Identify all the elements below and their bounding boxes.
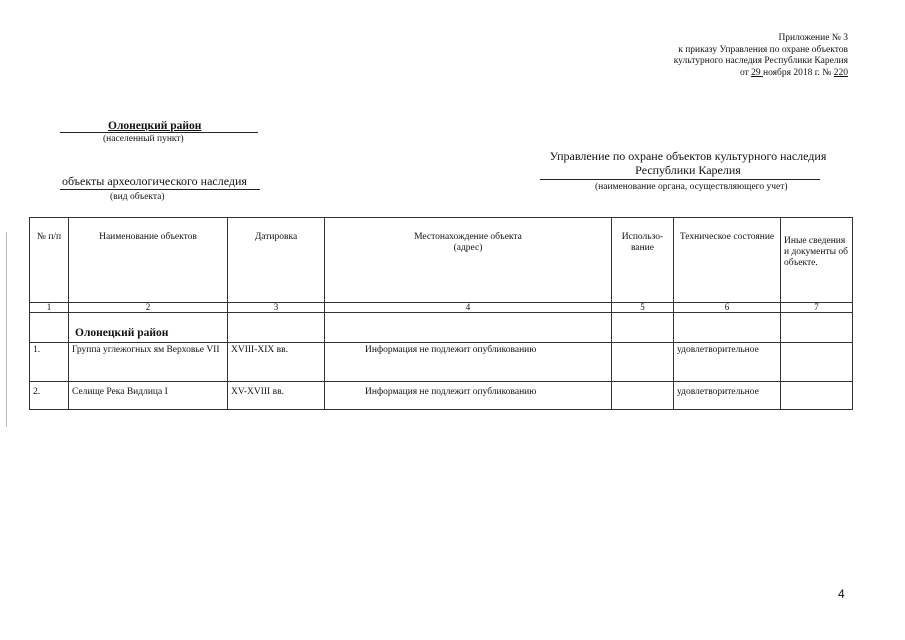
organization-title-line-1: Управление по охране объектов культурного наследия	[549, 149, 827, 163]
header-name: Наименование объектов	[69, 218, 228, 303]
scan-margin-line	[6, 232, 7, 427]
column-number-row	[30, 303, 853, 313]
appendix-line-2: к приказу Управления по охране объектов	[678, 44, 848, 55]
page-number: 4	[838, 587, 845, 601]
object-kind-underline	[60, 189, 260, 190]
header-num: № п/п	[30, 218, 69, 303]
row-location: Информация не подлежит опубликованию	[325, 343, 612, 382]
row-usage	[612, 343, 674, 382]
region-cell-empty	[781, 313, 853, 343]
region-cell-empty	[228, 313, 325, 343]
appendix-line-1: Приложение № 3	[778, 33, 848, 43]
locality-title: Олонецкий район	[108, 120, 202, 132]
locality-underline	[60, 132, 258, 133]
region-cell-empty	[325, 313, 612, 343]
row-dating: XV-XVIII вв.	[228, 382, 325, 410]
row-condition: удовлетворительное	[674, 382, 781, 410]
header-condition: Техническое состояние	[674, 218, 781, 303]
region-name: Олонецкий район	[75, 327, 169, 339]
row-name: Селище Река Видлица I	[69, 382, 228, 410]
row-num: 1.	[30, 343, 69, 382]
column-number: 1	[30, 303, 69, 313]
region-cell-empty	[612, 313, 674, 343]
column-number: 2	[69, 303, 228, 313]
organization-title-line-2: Республики Карелия	[635, 163, 741, 177]
appendix-line-3: культурного наследия Республики Карелия	[673, 56, 848, 66]
heritage-register-table	[29, 217, 853, 410]
date-rest: ноября 2018 г. №	[763, 67, 834, 78]
row-location: Информация не подлежит опубликованию	[325, 382, 612, 410]
order-number: 220	[833, 67, 848, 78]
row-other	[781, 382, 853, 410]
row-name: Группа углежогных ям Верховье VII	[69, 343, 228, 382]
date-day: 29	[751, 67, 763, 78]
region-cell	[69, 313, 228, 343]
header-dating: Датировка	[228, 218, 325, 303]
column-number: 3	[228, 303, 325, 313]
column-number: 4	[325, 303, 612, 313]
row-condition: удовлетворительное	[674, 343, 781, 382]
region-cell-empty	[674, 313, 781, 343]
region-row	[30, 313, 853, 343]
table-header-row	[30, 218, 853, 303]
organization-caption: (наименование органа, осуществляющего учет)	[595, 182, 788, 192]
organization-title	[520, 149, 856, 177]
row-num: 2.	[30, 382, 69, 410]
region-cell-empty	[30, 313, 69, 343]
organization-underline	[540, 179, 820, 180]
header-usage: Использо-вание	[612, 218, 674, 303]
header-location-title: Местонахождение объекта	[414, 232, 522, 242]
appendix-date-line	[588, 68, 848, 80]
object-kind-title: объекты археологического наследия	[62, 174, 247, 188]
row-dating: XVIII-XIX вв.	[228, 343, 325, 382]
object-kind-caption: (вид объекта)	[110, 192, 165, 202]
column-number: 6	[674, 303, 781, 313]
date-prefix: от	[739, 67, 752, 78]
locality-caption: (населенный пункт)	[103, 134, 184, 144]
column-number: 5	[612, 303, 674, 313]
row-usage	[612, 382, 674, 410]
table-row	[30, 382, 853, 410]
column-number: 7	[781, 303, 853, 313]
row-other	[781, 343, 853, 382]
appendix-block	[588, 33, 848, 79]
header-other: Иные сведения и документы об объекте.	[781, 218, 853, 303]
header-location-sub: (адрес)	[453, 243, 483, 253]
header-location	[325, 218, 612, 303]
table-row	[30, 343, 853, 382]
